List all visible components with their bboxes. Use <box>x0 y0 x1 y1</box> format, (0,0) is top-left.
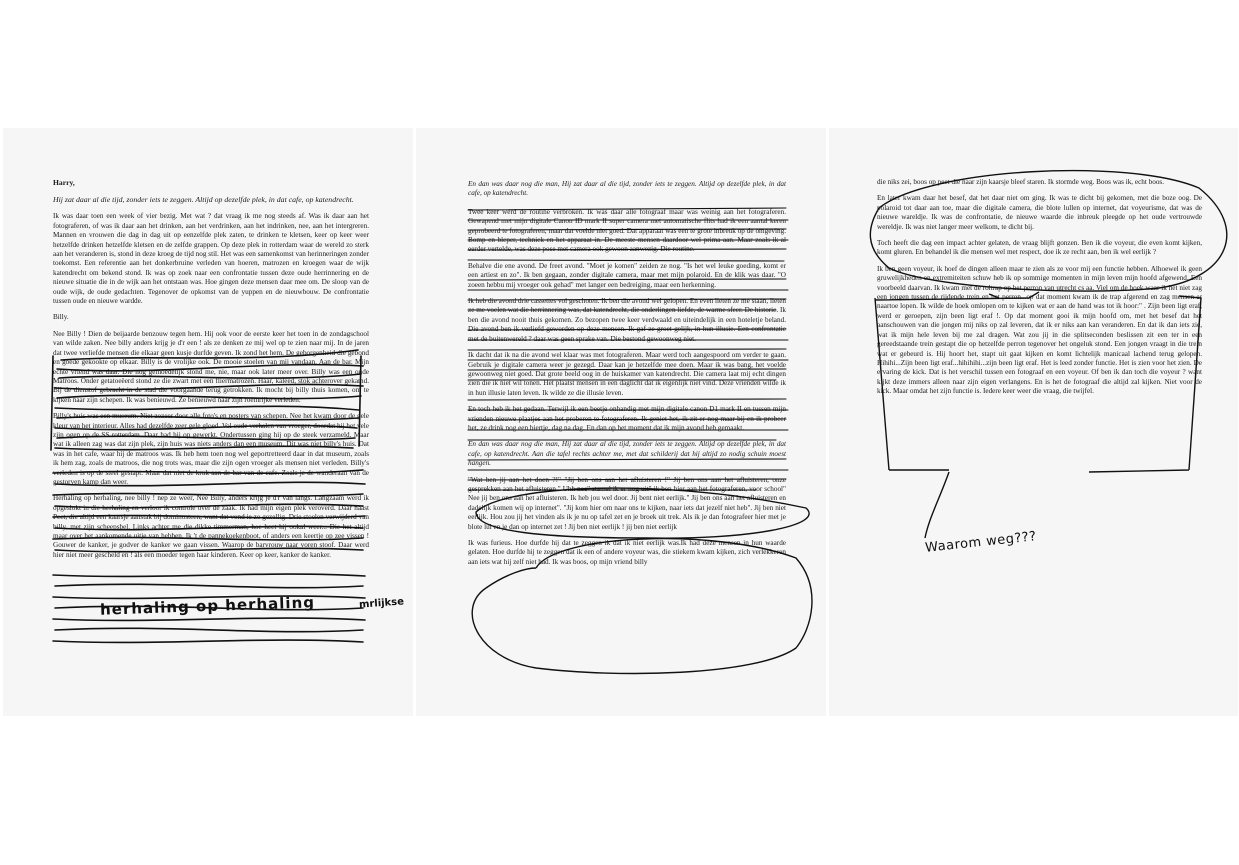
page-1-text <box>53 178 369 567</box>
intro-paragraph-2: En dan was daar nog die man, Hij zat daar al die tijd, zonder iets te zeggen. Altijd op dezelfde plek, in dat cafe, op katendrecht. Aan die tafel rechts achter me, met dat schilderij dat hij altijd zo nodig schuin moest hangen. <box>468 440 786 468</box>
struck-paragraph: Ik heb die avond drie cassettes vol geschoten. Ik ben die avond wel gelopen. En even lieten ze me staan, lieten ze me voelen wat die herrinnering was, dat katendrecht, die onderlingen liefde, de warme sfeer. De historie. Ik ben die avond nooit thuis gekomen. Zo bezopen twee keer verdwaald en uiteindelijk in een hoteletje beland. Die avond ben ik verliefd geworden op deze mensen. Ik gaf ze groet gelijk, in hun illusie. Een confrontatie met de buitenwereld ? daar was geen sprake van. Die bestond gewoonweg niet. <box>468 297 786 343</box>
struck-paragraph: Nee Billy ! Dien de beijaarde benzouw tegen hem. Hij ook voor de eerste keer het toen in de zondagschool van wilde zaken. Nee billy anders krijg je d'r een ! als ze denken ze mij wel op te zien naar mij. In de jaren dat twee verliefde mensen die elkaar geen kusje durfde geven. Ik zond het hem. De geborgenheid die gebond en goede gekookte op elkaar. Billy is de vrolijke ook. De mooie stoelen van mij vandaan. Aan de bar. Mijn echte vriend was daar. Die nog gemoedelijk stond me, nie, maar ook later meer over. Billy was een oude Matroos. Onder getatoeëerd stond ze die zwart met een fliermatrozen. Haar, kaleed, stok achterover gekamd. Bij de dienstof gebracht in de stad die voorgaande terug getrokken. Ik mocht bij billy thuis komen, om te kijken naar zijn schepen. Ik was benieuwd. Ze benieuwd naar zijn roemrijke verleden. <box>53 329 369 404</box>
paragraph: En later kwam daar het besef, dat het daar niet om ging. Ik was te dicht bij gekomen, met die boze oog. De polaroid tot daar aan toe, maar die digitale camera, die blote lullen op internet, dat voyeurisme, dat was de nieuwe wareldje. Ik was de confrontatie, de nieuwe waarde die inbreuk pleegde op het oude vertrouwde wereldje. Ik was niet langer meer welkom, te dicht bij. <box>877 194 1202 231</box>
paragraph: Ik was daar toen een week of vier bezig. Met wat ? dat vraag ik me nog steeds af. Was ik daar aan het fotograferen, of was ik daar aan het drinken, aan het verdrinken, aan het indrinken, nee, aan het intergreren. Mannen en vrouwen die dag in dag uit op eenzelfde plek zaten, te drinken te kletsen, keer op keer weer hetzelfde drinken hetzelfde kletsen en de zelfde grappen. Op deze plek in rotterdam waar de wereld zo sterk aan het veranderen is, stond in deze kroeg de tijd nog stil. Het was een samenkomst van herinneringen zonder toekomst. Een referentie aan het donkerbruine verleden van hoeren, matrozen en kroegen waar de wijk katendrecht om bekend stond. Ik was op zoek naar een confrontatie tussen deze oude herrinnering en de nieuwe situatie die in de wijk aan het ontstaan was. Hoe gingen deze mensen daar mee om. De sloop van de oude wijk, de oude gedachten. Tegenover de opkomst van de yuppen en de nieuwbouw. De confrontatie tussen oude en nieuwe wardde. <box>53 212 369 306</box>
handwritten-note: herhaling op herhaling <box>99 593 316 619</box>
page-2-text <box>468 180 786 574</box>
page-3-text <box>877 178 1202 404</box>
paragraph: Toch heeft die dag een impact achter gelaten, de vraag blijft gonzen. Ben ik die voyeur, die even komt kijken, komt gluren. En behandel ik die mensen wel met respect, doe ik ze recht aan, ben ik wel eerlijk ? <box>877 239 1202 257</box>
handwritten-margin-note: mrlijkse <box>358 596 405 611</box>
struck-paragraph: En toch heb ik het gedaan. Terwijl ik een beetje onhandig met mijn digitale canon D1 mark II en tussen mijn vrienden nieuwe plaatjes aan het proberen te fotograferen. Ik geniet het, ik zit er nog maar bij en ik probeer het, ze drink nog een biertje, dag na dag. En dan op het moment dat ik mijn avond heb gemaakt. <box>468 405 786 432</box>
greeting: Harry, <box>53 178 75 187</box>
document-page-2 <box>416 128 826 716</box>
struck-paragraph: Behalve die ene avond. De freet avond. "Moet je komen" zeiden ze nog. "Is het wel leuke goeding, komt er een artiest en zo". Ik ben gegaan, zonder digitale camera, maar met mijn polaroid. En de klik was daar. "O zoeen hebbu mij vroeger ook gehad" met langer een bedreiging, maar een herkenning. <box>468 261 786 289</box>
document-page-1 <box>3 128 413 716</box>
struck-paragraph: Billy's huis was een museum. Niet zozeer door alle foto's en posters van schepen. Nee het kwam door de gele kleur van het interieur. Alles had dezelfde zeer gele gloed. Vol oude verhalen van vroeger, doordat hij het vele zijn ogen op de SS rotterdam. Daar had hij op gewerkt. Ondertussen ging hij op de steek verzameld. Maar wat ik alleen zag was dat zijn plek, zijn huis was niets anders dan een museum. Dit was niet billy's huis. Dat was in het cafe, waar hij de matroos was. Ik heb hem toen nog wel geportretteerd daar in dat museum, zoals ik hem zag, zoals de matroos, die nog trots was, maar die zijn ogen vroeger als mensen niet verleden. Billy's verleden is op de steel gestapt. Maar dat niet de kruk aan de bar van de cafe. Zoals je de wanderaan van de gestorven kamp dan weer. <box>53 412 369 486</box>
paragraph: Ik was furieus. Hoe durfde hij dat te zeggen ik dat ik niet eerlijk was.Ik had deze mensen in hun waarde gelaten. Hoe durfde hij te zeggen dat ik een of andere voyeur was, die stiekem kwam kijken, zich verlekkeren aan iets wat hij zelf niet had. Ik was boos, op mijn vriend billy <box>468 539 786 566</box>
intro-paragraph: Hij zat daar al die tijd, zonder iets te zeggen. Altijd op dezelfde plek, in dat cafe, op katendrecht. <box>53 195 354 205</box>
handwritten-question: Waarom weg??? <box>924 529 1038 556</box>
struck-paragraph: Ik dacht dat ik na die avond wel klaar was met fotograferen. Maar werd toch aangespoord om verder te gaan. Gebruik je digitale camera weer je gezegd. Daar kan je hetzelfde mee doen. Maar ik was bang, het voelde gewoonweg niet goed. Dat grote beeld oog in de huiskamer van katendrecht. Die camera laat mij echt dingen zien die ik niet wil tonen. Het plaatst mensen in een daglicht dat ik eigenlijk niet vind. Deze vrienden wilde ik in hun illusie laten leven. Ik wilde ze die illusie leven. <box>468 351 786 397</box>
paragraph: Ik ben geen voyeur, ik hoef de dingen alleen maar te zien als ze voor mij een functie hebben. Alhoewel ik geen gruwelijkheden en extremiteiten schuw heb ik op sommige momenten in mijn leven mijn hoofd afgewend. Een voorbeeld daarvan. Ik kwam met de roltrap op het perron van utrecht cs aa. Viel om de hoek waar ik het niet zag een jongen tussen de rijdende trein en het perron...op dat moment kwam ik de trap afgerend en zag mensen er naartoe lopen. Ik wilde de hoek omlopen om te kijken wat er aan de hand was tot ik hoor:" . Zijn been ligt eraf, werd er geroepen, zijn been ligt eraf !. Op dat moment gooi ik mijn hoofd om, met het besef dat het aanschouwen van die jongen mij niks op zal leveren, dat ik er niks aan kan veranderen. En dat ik dan iets zie, wat ik mijn hele leven bij me zal dragen. Wat zou jij in die splitseconden beslissen zit een ter in een gereedstaande trein gestapt die op hetzelfde perron tegenover het ongeluk stond. Een jongen vraagt in die trein wat er gebeurd is. Hij hoort het, stapt uit gaat kijken en komt lichtelijk manicaal lachend terug gelopen. Hihihi...Zijn been ligt eraf...hihihihi...zijn been ligt eraf. Het is leed zonder functie. Het is zien voor het zien. De ervaring de kick. Dat is het verschil tussen een fotograaf en een voyeur. Of ben ik dan toch die voyeur ? want kijkt deze immers alleen naar zijn eigen verlangens. En is het de fotograaf die altijd zal kijken. Niet voor de kick. Maar omdat het zijn functie is. Iedere keer weer die vraag, die twijfel. <box>877 264 1202 396</box>
struck-paragraph: Herhaling op herhaling, nee billy ! nep ze weer, Nee Billy, anders krijg je d'r van langs. Langzaam werd ik opgeslokt in die herhaling en verloor ik controle over de zaak. Ik had mijn eigen plek veroverd. Daar naast Peet, die altijd een kaarsje aanstak bij dominosteen, want dat vond ie zo gezellig. Drie stoelen verwijderd van billy, met zijn scheepsbel. Links achter me die dikke timmerman, hoe heet hij ookal weer... Die het altijd maar over het aankomende uitje van hebben. Ik 't de pannekoekenboot, of anders een keertje op zee vissen ! Gouwer de kanker, je godver de kanker we gaan vissen. Waarop de barvrouw naar voren stoof. Daar werd hier niet meer gescheld en ! als een moeder tegen haar kinderen. Keer op keer, kanker de kanker. <box>53 494 369 559</box>
intro-paragraph: En dan was daar nog die man, Hij zat daar al die tijd, zonder iets te zeggen. Altijd op dezelfde plek, in dat cafe, op katendrecht. <box>468 180 786 198</box>
dialogue-paragraph: "Wat ben jij aan het doen ?!" "Jij ben ons aan het afluisteren !" Jij ben ons aan het afluisteren, onze gesprekken aan het afluisteren." Uhh nee" stamel ik er nog uit" ik ben hier aan het fotograferen, voor school" Nee jij ben ons aan het afluisteren. Ik heb jou wel door. Jij bent niet eerlijk." Jij ben ons aan het afluisteren en dadelijk komen wij op internet". "Jij kom hier om naar ons te kijken, naar iets dat jezelf niet heb". Jij ben niet eerlijk. Hou zou jij het vinden als ik je nu op tafel zet en je broek uit trek. Als ik je dan fotografeer hier met je blote lul en je dan op internet zet ! Jij ben niet eerlijk ! jij ben niet eerlijk <box>468 475 786 531</box>
paragraph: die niks zei, boos op peet die naar zijn kaarsje bleef staren. Ik stormde weg. Boos was ik, echt boos. <box>877 178 1165 186</box>
section-heading: Billy. <box>53 313 69 322</box>
document-page-3 <box>829 128 1238 716</box>
struck-paragraph: Twee keer werd de routine verbroken. Ik was daar alle fotograaf maar was weinig aan het fotograferen. Gewapend met mijn digitale Canon ID mark II super camera met automatische flits had ik een aantal keren geprobeerd te fotograferen, maar dat voelde niet goed. Dat apparaat was een te grote inbreuk op de omgeving. Bomp en bleper, techniek en het apparaat in. De meeste mensen daardoor wel prima aan. Maar zoals ik al eerder vertelde, was deze pose met camera ook gewoon aanwezig. Die routine. <box>468 207 786 254</box>
